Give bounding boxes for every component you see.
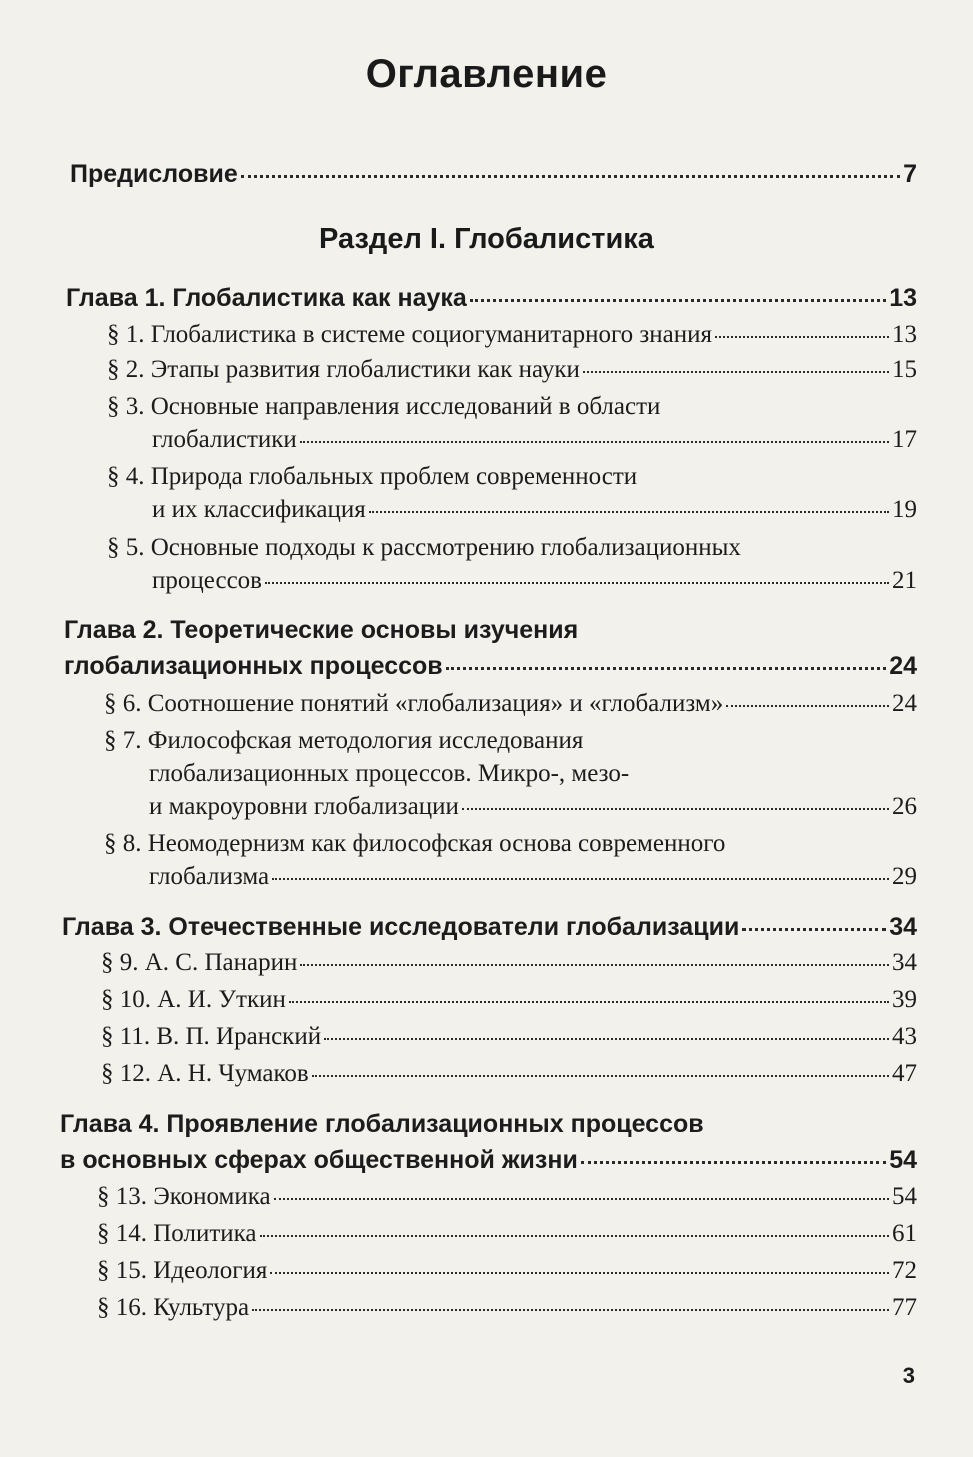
dot-leader: [742, 927, 886, 931]
toc-entry-para-3[interactable]: § 3. Основные направления исследований в области глобалистики 17: [107, 390, 917, 456]
section-heading: Раздел I. Глобалистика: [319, 223, 654, 255]
page-ref: 21: [892, 567, 917, 594]
page-ref: 77: [892, 1294, 917, 1321]
toc-entry-para-10[interactable]: § 10. А. И. Уткин 39: [101, 983, 917, 1016]
toc-entry-para-14[interactable]: § 14. Политика 61: [97, 1217, 917, 1250]
page-ref: 43: [892, 1023, 917, 1050]
toc-entry-para-13[interactable]: § 13. Экономика 54: [97, 1180, 917, 1213]
page-ref: 61: [892, 1220, 917, 1247]
page-ref: 24: [892, 690, 917, 717]
page-ref: 24: [889, 652, 917, 680]
toc-entry-para-8[interactable]: § 8. Неомодернизм как философская основа современного глобализма 29: [104, 827, 917, 893]
page-ref: 54: [889, 1146, 917, 1174]
page-ref: 15: [892, 356, 917, 383]
dot-leader: [274, 1197, 889, 1200]
page-ref: 72: [892, 1257, 917, 1284]
page-ref: 34: [892, 949, 917, 976]
page-ref: 34: [889, 913, 917, 941]
toc-entry-para-4[interactable]: § 4. Природа глобальных проблем современности и их классификация 19: [107, 460, 917, 526]
toc-entry-para-12[interactable]: § 12. А. Н. Чумаков 47: [101, 1057, 917, 1090]
dot-leader: [462, 807, 889, 810]
dot-leader: [369, 510, 889, 513]
toc-entry-preface[interactable]: Предисловие 7: [70, 156, 917, 192]
dot-leader: [252, 1308, 889, 1311]
dot-leader: [270, 1271, 889, 1274]
toc-entry-chapter-4[interactable]: Глава 4. Проявление глобализационных процессов в основных сферах общественной жизни 54: [60, 1106, 917, 1178]
page-ref: 39: [892, 986, 917, 1013]
toc-entry-chapter-2[interactable]: Глава 2. Теоретические основы изучения глобализационных процессов 24: [64, 612, 917, 684]
dot-leader: [241, 174, 900, 178]
dot-leader: [260, 1234, 890, 1237]
dot-leader: [583, 370, 889, 373]
page-ref: 29: [892, 863, 917, 890]
dot-leader: [446, 666, 887, 670]
toc-entry-para-16[interactable]: § 16. Культура 77: [97, 1291, 917, 1324]
toc-entry-para-7[interactable]: § 7. Философская методология исследования глобализационных процессов. Микро-, мезо- и макроуровни глобализации 26: [104, 724, 917, 823]
page-ref: 17: [892, 426, 917, 453]
dot-leader: [265, 581, 889, 584]
page-number: 3: [902, 1363, 915, 1388]
dot-leader: [300, 440, 889, 443]
page-ref: 13: [892, 321, 917, 348]
dot-leader: [324, 1037, 889, 1040]
dot-leader: [312, 1074, 889, 1077]
toc-entry-para-11[interactable]: § 11. В. П. Иранский 43: [101, 1020, 917, 1053]
dot-leader: [289, 1000, 889, 1003]
toc-entry-chapter-1[interactable]: Глава 1. Глобалистика как наука 13: [66, 280, 917, 316]
dot-leader: [726, 704, 889, 707]
dot-leader: [300, 963, 889, 966]
dot-leader: [470, 298, 886, 302]
toc-entry-para-2[interactable]: § 2. Этапы развития глобалистики как науки 15: [107, 353, 917, 386]
dot-leader: [272, 877, 889, 880]
toc-title: Оглавление: [365, 52, 608, 96]
toc-entry-para-1[interactable]: § 1. Глобалистика в системе социогуманитарного знания 13: [107, 318, 917, 351]
page-ref: 13: [889, 284, 917, 312]
page-ref: 47: [892, 1060, 917, 1087]
dot-leader: [581, 1160, 886, 1164]
page-ref: 7: [903, 160, 917, 188]
page-ref: 19: [892, 496, 917, 523]
dot-leader: [715, 335, 889, 338]
toc-entry-para-15[interactable]: § 15. Идеология 72: [97, 1254, 917, 1287]
toc-entry-para-6[interactable]: § 6. Соотношение понятий «глобализация» и «глобализм» 24: [104, 687, 917, 720]
toc-entry-chapter-3[interactable]: Глава 3. Отечественные исследователи глобализации 34: [62, 909, 917, 945]
toc-entry-para-5[interactable]: § 5. Основные подходы к рассмотрению глобализационных процессов 21: [107, 531, 917, 597]
page-ref: 54: [892, 1183, 917, 1210]
toc-entry-para-9[interactable]: § 9. А. С. Панарин 34: [101, 946, 917, 979]
page-ref: 26: [892, 793, 917, 820]
